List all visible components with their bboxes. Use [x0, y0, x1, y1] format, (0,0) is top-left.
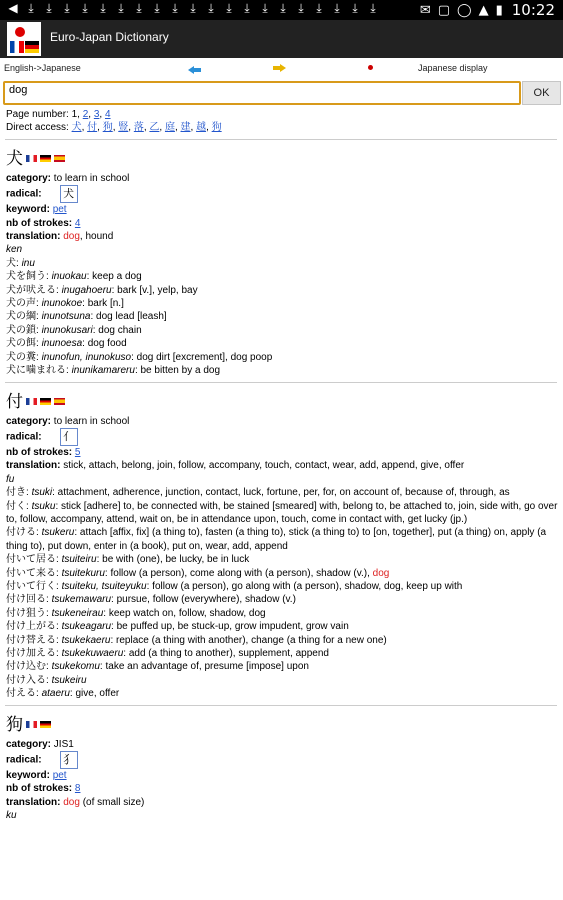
- battery-saver-icon: ▢: [437, 2, 451, 18]
- kanji-entry: [0, 146, 563, 378]
- compound-line: 付け回る: tsukemawaru: pursue, follow (everywhere), shadow (v.): [6, 594, 296, 606]
- keyword-link[interactable]: pet: [52, 770, 67, 782]
- page-link[interactable]: 2: [82, 109, 89, 120]
- radical-row: radical: 亻: [6, 428, 563, 446]
- compound-line: 付いて行く: tsuiteku, tsuiteyuku: follow (a person), go along with (a person), shadow, dog, keep up with: [6, 580, 463, 592]
- app-title: Euro-Japan Dictionary: [50, 30, 169, 44]
- download-icon: ⤓: [82, 1, 88, 15]
- radical-row: radical: 犭: [6, 751, 563, 769]
- search-input[interactable]: dog: [3, 81, 521, 105]
- kanji-heading: [6, 389, 563, 415]
- language-bar: [0, 58, 563, 78]
- download-icon: ⤓: [172, 1, 178, 15]
- results: [0, 108, 563, 823]
- download-icon: ⤓: [64, 1, 70, 15]
- status-bar: [0, 0, 563, 20]
- spanish-flag-icon[interactable]: [54, 398, 65, 405]
- direct-link[interactable]: 越: [196, 122, 207, 134]
- download-icon: ⤓: [280, 1, 286, 15]
- alarm-icon: ◯: [457, 2, 472, 18]
- download-icon: ⤓: [118, 1, 124, 15]
- radical-box[interactable]: 犭: [60, 751, 78, 769]
- page-label: Page number:: [6, 109, 69, 120]
- display-mode-label[interactable]: Japanese display: [418, 63, 488, 73]
- strokes-link[interactable]: 5: [74, 446, 81, 458]
- direct-link[interactable]: 犬: [71, 122, 82, 134]
- compound-line: 付き: tsuki: attachment, adherence, junction, contact, luck, fortune, per, for, on account of, because of, through, as: [6, 487, 510, 499]
- kanji: 犬: [6, 148, 23, 168]
- compound-line: 付け上がる: tsukeagaru: be puffed up, be stuck-up, grow impudent, grow vain: [6, 621, 349, 633]
- direct-link[interactable]: 狗: [102, 122, 113, 134]
- compound-line: 付いて来る: tsuitekuru: follow (a person), come along with (a person), shadow (v.), dog: [6, 567, 390, 579]
- download-icon: ⤓: [352, 1, 358, 15]
- reading: ken: [6, 244, 23, 256]
- direct-link[interactable]: 狗: [211, 122, 222, 134]
- kanji-entry: [0, 712, 563, 823]
- compound-line: 犬の綱: inunotsuna: dog lead [leash]: [6, 311, 167, 323]
- mail-icon: ✉: [419, 2, 431, 18]
- compound-line: 付ける: tsukeru: attach [affix, fix] (a thing to), fasten (a thing to), stick (a thing to) to [on, together], put (a thing) on, apply (a thing to), put down, enter in (a book), put on, wear, add, append: [6, 527, 547, 552]
- reading: ku: [6, 810, 17, 822]
- download-icon: ⤓: [334, 1, 340, 15]
- download-icon: ⤓: [46, 1, 52, 15]
- wifi-icon: ▲: [478, 2, 489, 18]
- strokes-row: nb of strokes: 4: [6, 217, 81, 229]
- german-flag-icon[interactable]: [40, 155, 51, 162]
- compound-line: 犬の鎖: inunokusari: dog chain: [6, 324, 142, 336]
- translation-row: translation: dog (of small size): [6, 796, 145, 808]
- direct-link[interactable]: 庭: [164, 122, 175, 134]
- download-icon: ⤓: [100, 1, 106, 15]
- keyword-row: keyword: pet: [6, 770, 67, 782]
- category-row: category: JIS1: [6, 738, 74, 750]
- pager: [0, 108, 563, 135]
- direct-link[interactable]: 建: [180, 122, 191, 134]
- compound-line: 犬に噛まれる: inunikamareru: be bitten by a dog: [6, 365, 221, 377]
- action-bar: [0, 20, 563, 58]
- battery-icon: ▮: [495, 2, 503, 18]
- notification-icons: [4, 1, 382, 16]
- direct-label: Direct access:: [6, 122, 69, 134]
- download-icon: ⤓: [28, 1, 34, 15]
- download-icon: ⤓: [262, 1, 268, 15]
- keyword-row: keyword: pet: [6, 204, 67, 216]
- page-link[interactable]: 1: [71, 109, 78, 120]
- kanji: 付: [6, 391, 23, 411]
- french-flag-icon[interactable]: [26, 721, 37, 728]
- strokes-link[interactable]: 4: [74, 217, 81, 229]
- clock: 10:22: [511, 1, 555, 19]
- translation-row: translation: stick, attach, belong, join, follow, accompany, touch, contact, wear, add, append, give, offer: [6, 460, 465, 472]
- strokes-row: nb of strokes: 8: [6, 783, 81, 795]
- compound-line: 犬の糞: inunofun, inunokuso: dog dirt [excrement], dog poop: [6, 351, 273, 363]
- compound-line: 犬が吠える: inugahoeru: bark [v.], yelp, bay: [6, 284, 198, 296]
- strokes-link[interactable]: 8: [74, 783, 81, 795]
- download-icon: ⤓: [298, 1, 304, 15]
- direct-link[interactable]: 豎: [118, 122, 129, 134]
- compound-line: 付け入る: tsukeiru: [6, 674, 87, 686]
- radical-box[interactable]: 亻: [60, 428, 78, 446]
- compound-line: 犬の餌: inunoesa: dog food: [6, 338, 127, 350]
- ok-button[interactable]: OK: [522, 81, 561, 105]
- category-row: category: to learn in school: [6, 172, 130, 184]
- compound-line: 犬: inu: [6, 257, 35, 269]
- kanji-heading: [6, 146, 563, 172]
- download-icon: ⤓: [370, 1, 376, 15]
- spanish-flag-icon[interactable]: [54, 155, 65, 162]
- direct-link[interactable]: 付: [87, 122, 98, 134]
- download-icon: ⤓: [226, 1, 232, 15]
- download-icon: ⤓: [244, 1, 250, 15]
- radical-box[interactable]: 犬: [60, 185, 78, 203]
- kanji: 狗: [6, 714, 23, 734]
- category-row: category: to learn in school: [6, 415, 130, 427]
- german-flag-icon[interactable]: [40, 721, 51, 728]
- compound-line: 付け込む: tsukekomu: take an advantage of, presume [impose] upon: [6, 661, 309, 673]
- french-flag-icon[interactable]: [26, 398, 37, 405]
- arrow-right-icon[interactable]: [273, 64, 287, 74]
- back-icon: ◀: [8, 1, 18, 15]
- download-icon: ⤓: [208, 1, 214, 15]
- german-flag-icon[interactable]: [40, 398, 51, 405]
- download-icon: ⤓: [316, 1, 322, 15]
- reading: fu: [6, 473, 15, 485]
- compound-line: 付いて居る: tsuiteiru: be with (one), be lucky, be in luck: [6, 554, 250, 566]
- direction-label[interactable]: English->Japanese: [4, 63, 81, 73]
- kanji-heading: [6, 712, 563, 738]
- compound-line: 付け替える: tsukekaeru: replace (a thing with another), change (a thing for a new one): [6, 634, 387, 646]
- translation-row: translation: dog, hound: [6, 231, 114, 243]
- app-logo-icon[interactable]: [7, 22, 41, 56]
- radical-row: radical: 犬: [6, 185, 563, 203]
- download-icon: ⤓: [136, 1, 142, 15]
- kanji-entry: [0, 389, 563, 701]
- compound-line: 付える: ataeru: give, offer: [6, 688, 120, 700]
- french-flag-icon[interactable]: [26, 155, 37, 162]
- compound-line: 付け狙う: tsukeneirau: keep watch on, follow, shadow, dog: [6, 607, 266, 619]
- divider: [5, 139, 557, 140]
- system-icons: [420, 1, 555, 19]
- compound-line: 付け加える: tsukekuwaeru: add (a thing to another), supplement, append: [6, 648, 329, 659]
- compound-line: 付く: tsuku: stick [adhere] to, be connected with, be stained [smeared] with, belong to, be attached to, join, side with, go over to, follow, accompany, attend, wait on, be in attendance upon, touch, come in contact with, get lucky (jp.): [6, 500, 558, 525]
- page-link[interactable]: 4: [104, 109, 111, 120]
- compound-line: 犬を飼う: inuokau: keep a dog: [6, 271, 142, 283]
- japan-flag-icon[interactable]: [368, 65, 373, 70]
- divider: [5, 705, 557, 706]
- direct-link[interactable]: 落: [133, 122, 144, 134]
- keyword-link[interactable]: pet: [52, 204, 67, 216]
- page-numbers: Page number: 1, 2, 3, 4: [6, 109, 111, 120]
- download-icon: ⤓: [154, 1, 160, 15]
- divider: [5, 382, 557, 383]
- direct-link[interactable]: 乙: [149, 122, 160, 134]
- direct-access: Direct access: 犬, 付, 狗, 豎, 落, 乙, 庭, 建, 越, 狗: [6, 122, 222, 134]
- strokes-row: nb of strokes: 5: [6, 446, 81, 458]
- compound-line: 犬の声: inunokoe: bark [n.]: [6, 298, 124, 310]
- page-link[interactable]: 3: [93, 109, 100, 120]
- download-icon: ⤓: [190, 1, 196, 15]
